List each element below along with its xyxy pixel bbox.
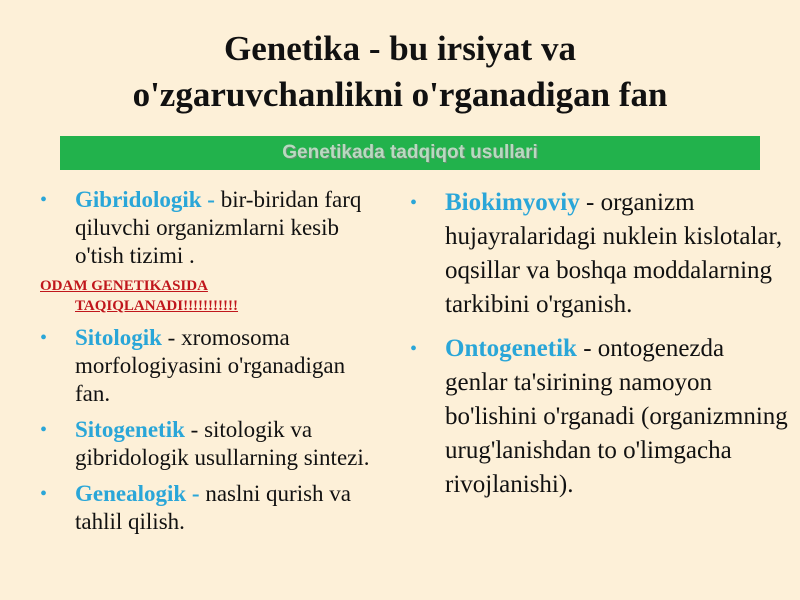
warning-line-1: ODAM GENETIKASIDA: [40, 278, 208, 294]
bullet-icon: •: [40, 483, 48, 505]
list-item-ontogenetik: • Ontogenetik - ontogenezda genlar ta'sirining namoyon bo'lishini o'rganadi (organizmning urug'lanishdan to o'limgacha rivojlanishi).: [410, 332, 790, 502]
section-banner: [60, 136, 760, 170]
bullet-icon: •: [40, 189, 48, 211]
term-label: Biokimyoviy: [445, 189, 580, 216]
left-column: [40, 186, 385, 536]
term-label: Sitogenetik: [75, 417, 185, 442]
term-label: Sitologik: [75, 325, 162, 350]
term-description: ontogenezda genlar ta'sirining namoyon bo'lishini o'rganadi (organizmning urug'lanishdan to o'limgacha rivojlanishi).: [445, 335, 788, 498]
list-item-gibridologik: • Gibridologik - bir-biridan farq qiluvchi organizmlarni kesib o'tish tizimi .: [40, 187, 362, 268]
term-description: organizm hujayralaridagi nuklein kislotalar, oqsillar va boshqa moddalarning tarkibini o'rganish.: [445, 189, 783, 318]
right-column: [410, 186, 790, 502]
term-label: Gibridologik: [75, 187, 202, 212]
slide-title: [0, 26, 800, 118]
warning-line-2: TAQIQLANADI!!!!!!!!!!!: [75, 298, 239, 314]
list-item-sitologik: • Sitologik - xromosoma morfologiyasini o'rganadigan fan.: [40, 325, 346, 406]
bullet-icon: •: [40, 327, 48, 349]
list-item-biokimyoviy: • Biokimyoviy - organizm hujayralaridagi nuklein kislotalar, oqsillar va boshqa moddalarning tarkibini o'rganish.: [410, 186, 790, 322]
title-line-2: o'zgaruvchanlikni o'rganadigan fan: [132, 75, 668, 114]
term-description: xromosoma morfologiyasini o'rganadigan fan.: [75, 325, 346, 406]
title-line-1: Genetika - bu irsiyat va: [224, 29, 576, 68]
term-label: Ontogenetik: [445, 335, 577, 362]
warning-text: [40, 276, 385, 316]
term-description: bir-biridan farq qiluvchi organizmlarni kesib o'tish tizimi .: [75, 187, 362, 268]
bullet-icon: •: [410, 338, 418, 360]
banner-text: Genetikada tadqiqot usullari: [282, 142, 538, 163]
bullet-icon: •: [40, 419, 48, 441]
list-item-genealogik: • Genealogik - naslni qurish va tahlil qilish.: [40, 481, 351, 534]
term-description: naslni qurish va tahlil qilish.: [75, 481, 351, 534]
term-description: sitologik va gibridologik usullarning sintezi.: [75, 417, 370, 470]
bullet-icon: •: [410, 192, 418, 214]
term-label: Genealogik: [75, 481, 187, 506]
list-item-sitogenetik: • Sitogenetik - sitologik va gibridologik usullarning sintezi.: [40, 417, 370, 470]
